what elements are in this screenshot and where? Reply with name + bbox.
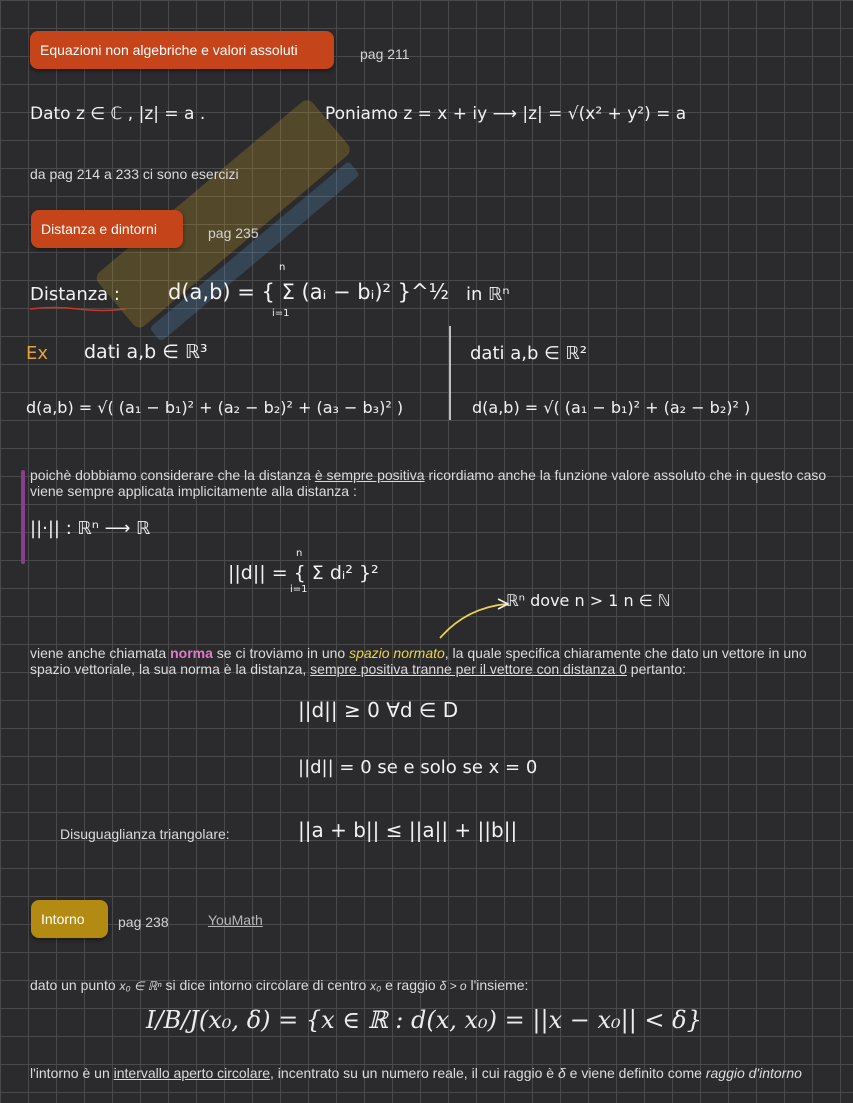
paragraph-text: si dice intorno circolare di centro (161, 977, 371, 993)
section-tag-distanza (31, 210, 183, 248)
page-ref-238: pag 238 (118, 914, 169, 930)
norm-property-positive: ||d|| ≥ 0 ∀d ∈ D (298, 698, 459, 722)
math-inline: δ > o (439, 979, 467, 993)
page-ref-235: pag 235 (208, 225, 259, 241)
paragraph-text: se ci troviamo in uno (212, 645, 350, 661)
in-rn: in ℝⁿ (466, 284, 510, 305)
annotation-arrow (436, 596, 512, 642)
paragraph-distanza-positiva (30, 467, 830, 499)
section-tag-equazioni (30, 31, 334, 69)
paragraph-text: pertanto: (626, 661, 687, 677)
handwritten-dato: Dato z ∈ ℂ , |z| = a . (30, 104, 206, 124)
ex-label: Ex (26, 343, 49, 364)
norm-sum-lower: i=1 (290, 584, 308, 595)
ex-left-heading: dati a,b ∈ ℝ³ (84, 341, 208, 363)
intorno-definition (30, 977, 830, 994)
paragraph-text: , incentrato su un numero reale, il cui raggio è (270, 1065, 558, 1081)
norma-highlight: norma (170, 645, 213, 661)
sum-lower-limit: i=1 (272, 308, 290, 319)
paragraph-text: , la quale specifica chiaramente che dato un vettore in uno spazio vettoriale, la sua norma è la distanza, (30, 645, 807, 677)
paragraph-text: l'insieme: (466, 977, 529, 993)
paragraph-text: e viene definito come (565, 1065, 706, 1081)
math-inline: x₀ (370, 979, 382, 993)
norm-sum-upper: n (296, 548, 303, 559)
rn-annotation: ℝⁿ dove n > 1 n ∈ ℕ (506, 591, 671, 610)
distanza-underline (30, 306, 126, 312)
paragraph-text: poichè dobbiamo considerare che la distanza (30, 467, 315, 483)
paragraph-text: ricordiamo anche la funzione valore assoluto che in questo caso viene sempre applicata implicitamente alla distanza : (30, 467, 827, 499)
youmath-link[interactable]: YouMath (208, 912, 263, 928)
norm-property-zero: ||d|| = 0 se e solo se x = 0 (298, 757, 538, 778)
margin-highlight-bar (21, 470, 25, 564)
page-ref-211: pag 211 (360, 46, 410, 62)
ex-separator (448, 326, 452, 420)
norm-map: ||·|| : ℝⁿ ⟶ ℝ (30, 518, 151, 539)
section-tag-intorno (31, 900, 108, 938)
underlined-text: è sempre positiva (314, 467, 425, 483)
section-tag-label: Intorno (41, 911, 85, 927)
math-inline: x₀ ∈ ℝⁿ (119, 979, 162, 993)
paragraph-text: l'intorno è un (30, 1065, 114, 1081)
paragraph-norma (30, 645, 842, 677)
distanza-formula: d(a,b) = { Σ (aᵢ − bᵢ)² }^½ (168, 280, 449, 304)
ex-left-formula: d(a,b) = √( (a₁ − b₁)² + (a₂ − b₂)² + (a₃ − b₃)² ) (26, 398, 404, 417)
handwritten-poniamo: Poniamo z = x + iy ⟶ |z| = √(x² + y²) = a (325, 104, 687, 124)
exercise-note: da pag 214 a 233 ci sono esercizi (30, 166, 239, 182)
paragraph-intervallo (30, 1065, 830, 1081)
paragraph-text: e raggio (381, 977, 440, 993)
spazio-normato-highlight: spazio normato (349, 645, 445, 661)
distanza-label: Distanza : (30, 284, 120, 305)
triangle-formula: ||a + b|| ≤ ||a|| + ||b|| (298, 818, 518, 842)
underlined-text: sempre positiva tranne per il vettore con distanza 0 (310, 661, 627, 677)
paragraph-text: viene anche chiamata (30, 645, 171, 661)
sum-upper-limit: n (279, 262, 286, 273)
math-inline: δ (557, 1065, 566, 1081)
paragraph-text: dato un punto (30, 977, 120, 993)
italic-term: raggio d'intorno (705, 1065, 802, 1081)
underlined-text: intervallo aperto circolare (113, 1065, 271, 1081)
ex-right-heading: dati a,b ∈ ℝ² (470, 343, 588, 364)
section-tag-label: Equazioni non algebriche e valori assoluti (40, 42, 298, 58)
section-tag-label: Distanza e dintorni (41, 221, 157, 237)
norm-formula: ||d|| = { Σ dᵢ² }² (228, 562, 379, 584)
triangle-label: Disuguaglianza triangolare: (60, 826, 230, 842)
ex-right-formula: d(a,b) = √( (a₁ − b₁)² + (a₂ − b₂)² ) (472, 398, 751, 417)
intorno-formula: I/B/J(x₀, δ) = {x ∈ ℝ : d(x, x₀) = ||x − x₀|| < δ} (146, 1006, 702, 1034)
